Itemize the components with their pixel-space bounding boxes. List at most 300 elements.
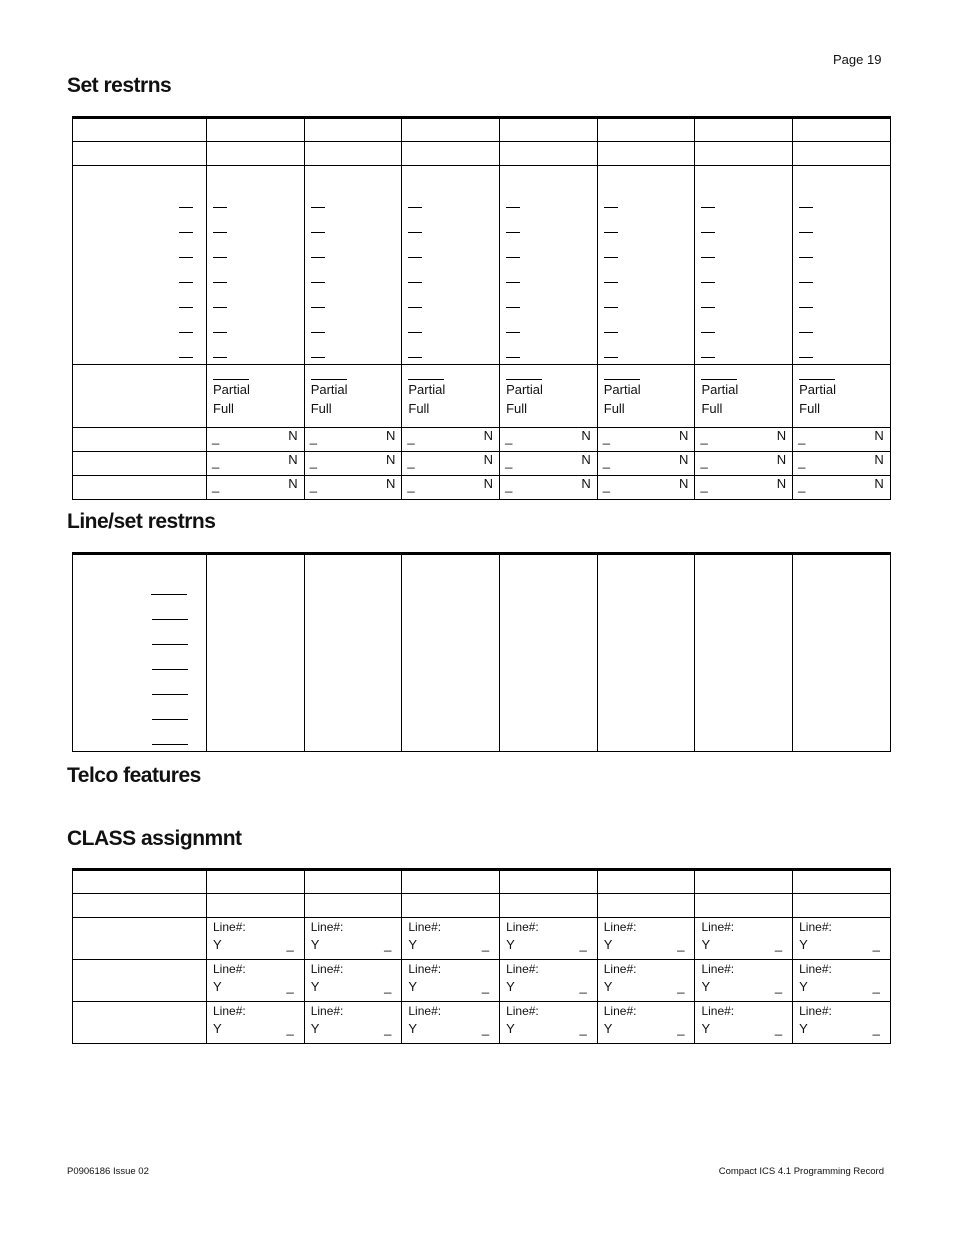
yn-row xyxy=(73,428,891,452)
label-cell[interactable] xyxy=(73,918,207,960)
set-restrns-table xyxy=(72,116,891,500)
set-cell[interactable] xyxy=(402,142,500,166)
line-number-label: Line#: xyxy=(799,962,832,976)
blank-line[interactable] xyxy=(152,694,188,695)
blank-line[interactable] xyxy=(799,257,813,258)
class-cell[interactable] xyxy=(304,1002,402,1044)
n-blank[interactable]: _ xyxy=(774,979,783,994)
set-cell[interactable] xyxy=(695,118,793,142)
set-cell[interactable] xyxy=(304,118,402,142)
blank-line xyxy=(179,232,193,233)
class-cell[interactable] xyxy=(402,918,500,960)
n-blank[interactable]: _ xyxy=(286,937,294,952)
set-cell[interactable] xyxy=(793,118,891,142)
y-option[interactable]: Y xyxy=(213,937,222,952)
y-option[interactable]: Y xyxy=(310,979,320,994)
y-blank[interactable]: _ xyxy=(212,454,220,469)
blank-line[interactable] xyxy=(701,257,715,258)
set-cell[interactable] xyxy=(695,870,793,894)
y-blank[interactable]: _ xyxy=(309,430,317,445)
blank-line[interactable] xyxy=(604,379,640,380)
y-option[interactable]: Y xyxy=(213,1021,222,1036)
y-option[interactable]: Y xyxy=(506,1021,515,1036)
n-option[interactable]: N xyxy=(288,428,298,443)
line-number-label: Line#: xyxy=(213,962,246,976)
label-cell[interactable] xyxy=(73,1002,207,1044)
blank-line[interactable] xyxy=(311,307,325,308)
blank-line[interactable] xyxy=(799,207,813,208)
blank-line[interactable] xyxy=(604,282,618,283)
yn-cell[interactable] xyxy=(500,452,598,476)
line-number-label: Line#: xyxy=(799,1004,832,1018)
y-option[interactable]: Y xyxy=(310,937,320,952)
blank-line[interactable] xyxy=(152,619,188,620)
blank-line[interactable] xyxy=(604,257,618,258)
class-header-row xyxy=(73,870,891,894)
class-cell[interactable] xyxy=(793,1002,891,1044)
blank-line[interactable] xyxy=(152,669,188,670)
n-option[interactable]: N xyxy=(483,428,494,443)
filter-set-cell[interactable] xyxy=(793,166,891,365)
filter-label-cell[interactable] xyxy=(73,166,207,365)
partial-option[interactable]: Partial xyxy=(506,382,543,397)
blank-line[interactable] xyxy=(506,257,520,258)
y-option[interactable]: Y xyxy=(603,937,613,952)
n-option[interactable]: N xyxy=(385,428,396,443)
blank-line[interactable] xyxy=(506,207,520,208)
set-cell[interactable] xyxy=(500,894,598,918)
filter-row xyxy=(73,166,891,365)
blank-line[interactable] xyxy=(311,282,325,283)
line-number-label: Line#: xyxy=(506,1004,539,1018)
n-blank[interactable]: _ xyxy=(286,979,294,994)
set-cell[interactable] xyxy=(793,894,891,918)
blank-line[interactable] xyxy=(799,357,813,358)
y-blank[interactable]: _ xyxy=(700,430,708,445)
set-cell[interactable] xyxy=(402,894,500,918)
full-option[interactable]: Full xyxy=(213,401,234,416)
set-cell[interactable] xyxy=(207,894,305,918)
y-blank[interactable]: _ xyxy=(407,454,415,469)
yn-cell[interactable] xyxy=(304,452,402,476)
yn-cell[interactable] xyxy=(402,476,500,500)
y-option[interactable]: Y xyxy=(310,1021,320,1036)
blank-line[interactable] xyxy=(213,332,227,333)
blank-line[interactable] xyxy=(506,282,520,283)
y-blank[interactable]: _ xyxy=(700,454,708,469)
full-option[interactable]: Full xyxy=(701,401,723,416)
yn-cell[interactable] xyxy=(597,428,695,452)
set-cell[interactable] xyxy=(793,870,891,894)
blank-line[interactable] xyxy=(152,744,188,745)
y-blank[interactable]: _ xyxy=(505,478,513,493)
y-blank[interactable]: _ xyxy=(798,430,806,445)
class-cell[interactable] xyxy=(793,960,891,1002)
blank-line[interactable] xyxy=(701,307,715,308)
filter-set-cell[interactable] xyxy=(500,166,598,365)
yn-cell[interactable] xyxy=(597,476,695,500)
set-cell[interactable] xyxy=(304,870,402,894)
partial-full-cell[interactable] xyxy=(597,365,695,428)
blank-line[interactable] xyxy=(799,379,835,380)
class-cell[interactable] xyxy=(500,1002,598,1044)
blank-line[interactable] xyxy=(408,207,422,208)
partial-option[interactable]: Partial xyxy=(799,382,836,397)
class-cell[interactable] xyxy=(402,1002,500,1044)
set-cell[interactable] xyxy=(500,118,598,142)
n-blank[interactable]: _ xyxy=(579,1021,587,1036)
set-cell[interactable] xyxy=(597,142,695,166)
blank-line[interactable] xyxy=(213,307,227,308)
n-option[interactable]: N xyxy=(385,452,396,467)
blank-line[interactable] xyxy=(311,232,325,233)
yn-cell[interactable] xyxy=(402,452,500,476)
yn-cell[interactable] xyxy=(695,452,793,476)
n-blank[interactable]: _ xyxy=(384,1021,392,1036)
yn-cell[interactable] xyxy=(304,428,402,452)
n-option[interactable]: N xyxy=(581,476,591,491)
page-number: Page 19 xyxy=(833,52,882,67)
label-cell[interactable] xyxy=(73,365,207,428)
section-title-set-restrns: Set restrns xyxy=(67,74,172,97)
y-option[interactable]: Y xyxy=(506,979,515,994)
line-set-cell[interactable] xyxy=(304,554,402,752)
class-cell[interactable] xyxy=(500,960,598,1002)
n-blank[interactable]: _ xyxy=(872,1021,880,1036)
n-blank[interactable]: _ xyxy=(481,1021,490,1036)
blank-line[interactable] xyxy=(701,207,715,208)
class-subheader-row xyxy=(73,894,891,918)
yn-cell[interactable] xyxy=(207,476,305,500)
blank-line[interactable] xyxy=(604,357,618,358)
blank-line xyxy=(179,257,193,258)
class-cell[interactable] xyxy=(304,960,402,1002)
set-cell[interactable] xyxy=(207,142,305,166)
blank-line[interactable] xyxy=(408,257,422,258)
yn-cell[interactable] xyxy=(500,428,598,452)
class-cell[interactable] xyxy=(597,918,695,960)
y-blank[interactable]: _ xyxy=(602,478,610,493)
blank-line[interactable] xyxy=(506,332,520,333)
blank-line[interactable] xyxy=(799,232,813,233)
n-blank[interactable]: _ xyxy=(579,937,587,952)
blank-line[interactable] xyxy=(506,357,520,358)
y-option[interactable]: Y xyxy=(799,937,808,952)
class-cell[interactable] xyxy=(207,960,305,1002)
blank-line[interactable] xyxy=(152,719,188,720)
blank-line[interactable] xyxy=(311,357,325,358)
filter-set-cell[interactable] xyxy=(597,166,695,365)
label-cell[interactable] xyxy=(73,428,207,452)
line-set-cell[interactable] xyxy=(695,554,793,752)
n-blank[interactable]: _ xyxy=(481,937,490,952)
label-cell[interactable] xyxy=(73,870,207,894)
partial-full-cell[interactable] xyxy=(207,365,305,428)
set-cell[interactable] xyxy=(597,118,695,142)
n-blank[interactable]: _ xyxy=(677,1021,685,1036)
n-blank[interactable]: _ xyxy=(481,979,490,994)
blank-line[interactable] xyxy=(311,379,347,380)
blank-line xyxy=(179,207,193,208)
y-blank[interactable]: _ xyxy=(798,478,806,493)
blank-line[interactable] xyxy=(701,379,737,380)
y-blank[interactable]: _ xyxy=(602,454,610,469)
n-blank[interactable]: _ xyxy=(286,1021,294,1036)
partial-full-cell[interactable] xyxy=(500,365,598,428)
yn-cell[interactable] xyxy=(695,476,793,500)
label-cell[interactable] xyxy=(73,476,207,500)
blank-line[interactable] xyxy=(213,357,227,358)
line-set-restrns-table xyxy=(72,552,891,752)
n-blank[interactable]: _ xyxy=(384,979,392,994)
line-set-cell[interactable] xyxy=(597,554,695,752)
yn-cell[interactable] xyxy=(793,476,891,500)
blank-line[interactable] xyxy=(152,644,188,645)
line-label-cell[interactable] xyxy=(73,554,207,752)
y-option[interactable]: Y xyxy=(603,1021,613,1036)
n-option[interactable]: N xyxy=(874,452,884,467)
yn-cell[interactable] xyxy=(207,452,305,476)
line-set-cell[interactable] xyxy=(402,554,500,752)
full-option[interactable]: Full xyxy=(603,401,625,416)
blank-line[interactable] xyxy=(408,307,422,308)
set-cell[interactable] xyxy=(207,870,305,894)
y-option[interactable]: Y xyxy=(408,979,418,994)
blank-line xyxy=(179,282,193,283)
filter-set-cell[interactable] xyxy=(402,166,500,365)
y-blank[interactable]: _ xyxy=(798,454,806,469)
y-blank[interactable]: _ xyxy=(212,430,220,445)
blank-line[interactable] xyxy=(799,282,813,283)
blank-line[interactable] xyxy=(604,232,618,233)
label-cell[interactable] xyxy=(73,894,207,918)
full-option[interactable]: Full xyxy=(799,401,821,416)
partial-option[interactable]: Partial xyxy=(310,382,348,397)
class-cell[interactable] xyxy=(304,918,402,960)
partial-full-cell[interactable] xyxy=(793,365,891,428)
line-number-label: Line#: xyxy=(408,1004,442,1018)
n-option[interactable]: N xyxy=(874,428,884,443)
blank-line[interactable] xyxy=(213,232,227,233)
blank-line[interactable] xyxy=(408,357,422,358)
footer-doc-title: Compact ICS 4.1 Programming Record xyxy=(718,1166,884,1177)
blank-line[interactable] xyxy=(408,282,422,283)
label-cell[interactable] xyxy=(73,960,207,1002)
blank-line[interactable] xyxy=(506,232,520,233)
class-cell[interactable] xyxy=(695,918,793,960)
set-cell[interactable] xyxy=(402,118,500,142)
line-number-label: Line#: xyxy=(408,962,442,976)
y-blank[interactable]: _ xyxy=(407,430,415,445)
label-cell[interactable] xyxy=(73,142,207,166)
yn-cell[interactable] xyxy=(304,476,402,500)
y-option[interactable]: Y xyxy=(213,979,222,994)
class-cell[interactable] xyxy=(695,960,793,1002)
set-cell[interactable] xyxy=(793,142,891,166)
blank-line[interactable] xyxy=(799,307,813,308)
n-option[interactable]: N xyxy=(776,476,787,491)
n-option[interactable]: N xyxy=(288,476,298,491)
n-option[interactable]: N xyxy=(679,428,689,443)
y-option[interactable]: Y xyxy=(408,937,418,952)
yn-row xyxy=(73,452,891,476)
y-option[interactable]: Y xyxy=(506,937,515,952)
n-blank[interactable]: _ xyxy=(872,937,880,952)
blank-line[interactable] xyxy=(213,257,227,258)
filter-set-cell[interactable] xyxy=(304,166,402,365)
y-blank[interactable]: _ xyxy=(505,430,513,445)
blank-line[interactable] xyxy=(799,332,813,333)
set-cell[interactable] xyxy=(500,870,598,894)
n-blank[interactable]: _ xyxy=(579,979,587,994)
blank-line[interactable] xyxy=(213,379,249,380)
blank-line[interactable] xyxy=(311,207,325,208)
line-set-cell[interactable] xyxy=(207,554,305,752)
label-cell[interactable] xyxy=(73,118,207,142)
line-number-label: Line#: xyxy=(506,962,539,976)
set-cell[interactable] xyxy=(695,894,793,918)
n-blank[interactable]: _ xyxy=(774,937,783,952)
n-blank[interactable]: _ xyxy=(677,937,685,952)
section-title-class-assignmnt: CLASS assignmnt xyxy=(67,827,242,850)
partial-option[interactable]: Partial xyxy=(603,382,641,397)
y-blank[interactable]: _ xyxy=(309,454,317,469)
set-cell[interactable] xyxy=(304,142,402,166)
set-subheader-row xyxy=(73,142,891,166)
blank-line[interactable] xyxy=(151,594,187,595)
partial-full-cell[interactable] xyxy=(304,365,402,428)
n-option[interactable]: N xyxy=(581,452,591,467)
y-blank[interactable]: _ xyxy=(407,478,415,493)
yn-cell[interactable] xyxy=(793,428,891,452)
blank-line[interactable] xyxy=(213,282,227,283)
y-blank[interactable]: _ xyxy=(212,478,220,493)
blank-line[interactable] xyxy=(604,332,618,333)
yn-cell[interactable] xyxy=(207,428,305,452)
line-restrns-row xyxy=(73,554,891,752)
y-blank[interactable]: _ xyxy=(309,478,317,493)
n-option[interactable]: N xyxy=(679,476,689,491)
yn-cell[interactable] xyxy=(597,452,695,476)
yn-cell[interactable] xyxy=(402,428,500,452)
set-cell[interactable] xyxy=(207,118,305,142)
line-number-label: Line#: xyxy=(408,920,442,934)
blank-line xyxy=(179,307,193,308)
y-option[interactable]: Y xyxy=(799,979,808,994)
n-blank[interactable]: _ xyxy=(384,937,392,952)
class-cell[interactable] xyxy=(597,1002,695,1044)
class-cell[interactable] xyxy=(500,918,598,960)
class-cell[interactable] xyxy=(207,1002,305,1044)
n-blank[interactable]: _ xyxy=(677,979,685,994)
set-cell[interactable] xyxy=(402,870,500,894)
blank-line[interactable] xyxy=(408,379,444,380)
y-option[interactable]: Y xyxy=(603,979,613,994)
blank-line[interactable] xyxy=(604,207,618,208)
label-cell[interactable] xyxy=(73,452,207,476)
class-cell[interactable] xyxy=(597,960,695,1002)
blank-line[interactable] xyxy=(701,282,715,283)
n-blank[interactable]: _ xyxy=(872,979,880,994)
blank-line[interactable] xyxy=(701,232,715,233)
class-line-row xyxy=(73,960,891,1002)
filter-set-cell[interactable] xyxy=(207,166,305,365)
yn-row xyxy=(73,476,891,500)
y-blank[interactable]: _ xyxy=(700,478,708,493)
blank-line[interactable] xyxy=(213,207,227,208)
n-option[interactable]: N xyxy=(385,476,396,491)
blank-line[interactable] xyxy=(408,332,422,333)
y-option[interactable]: Y xyxy=(701,979,711,994)
partial-option[interactable]: Partial xyxy=(701,382,739,397)
y-option[interactable]: Y xyxy=(701,937,711,952)
n-blank[interactable]: _ xyxy=(774,1021,783,1036)
partial-option[interactable]: Partial xyxy=(213,382,250,397)
blank-line xyxy=(179,357,193,358)
set-cell[interactable] xyxy=(304,894,402,918)
class-cell[interactable] xyxy=(695,1002,793,1044)
y-option[interactable]: Y xyxy=(701,1021,711,1036)
partial-full-cell[interactable] xyxy=(695,365,793,428)
class-line-row xyxy=(73,918,891,960)
n-option[interactable]: N xyxy=(776,428,787,443)
full-option[interactable]: Full xyxy=(408,401,430,416)
partial-full-cell[interactable] xyxy=(402,365,500,428)
line-number-label: Line#: xyxy=(213,920,246,934)
set-cell[interactable] xyxy=(500,142,598,166)
yn-cell[interactable] xyxy=(695,428,793,452)
line-set-cell[interactable] xyxy=(793,554,891,752)
blank-line[interactable] xyxy=(701,357,715,358)
n-option[interactable]: N xyxy=(874,476,884,491)
n-option[interactable]: N xyxy=(483,476,494,491)
blank-line[interactable] xyxy=(311,257,325,258)
full-option[interactable]: Full xyxy=(506,401,528,416)
n-option[interactable]: N xyxy=(679,452,689,467)
partial-option[interactable]: Partial xyxy=(408,382,446,397)
class-line-row xyxy=(73,1002,891,1044)
yn-cell[interactable] xyxy=(500,476,598,500)
y-blank[interactable]: _ xyxy=(602,430,610,445)
blank-line[interactable] xyxy=(701,332,715,333)
set-cell[interactable] xyxy=(695,142,793,166)
blank-line[interactable] xyxy=(311,332,325,333)
blank-line[interactable] xyxy=(506,379,542,380)
set-cell[interactable] xyxy=(597,894,695,918)
blank-line[interactable] xyxy=(408,232,422,233)
n-option[interactable]: N xyxy=(776,452,787,467)
n-option[interactable]: N xyxy=(581,428,591,443)
line-number-label: Line#: xyxy=(603,962,637,976)
class-cell[interactable] xyxy=(207,918,305,960)
y-blank[interactable]: _ xyxy=(505,454,513,469)
n-option[interactable]: N xyxy=(288,452,298,467)
set-cell[interactable] xyxy=(597,870,695,894)
y-option[interactable]: Y xyxy=(408,1021,418,1036)
line-number-label: Line#: xyxy=(701,920,735,934)
class-cell[interactable] xyxy=(793,918,891,960)
full-option[interactable]: Full xyxy=(310,401,332,416)
blank-line[interactable] xyxy=(506,307,520,308)
filter-set-cell[interactable] xyxy=(695,166,793,365)
line-set-cell[interactable] xyxy=(500,554,598,752)
n-option[interactable]: N xyxy=(483,452,494,467)
blank-line[interactable] xyxy=(604,307,618,308)
yn-cell[interactable] xyxy=(793,452,891,476)
class-cell[interactable] xyxy=(402,960,500,1002)
section-title-telco-features: Telco features xyxy=(67,764,201,787)
y-option[interactable]: Y xyxy=(799,1021,808,1036)
